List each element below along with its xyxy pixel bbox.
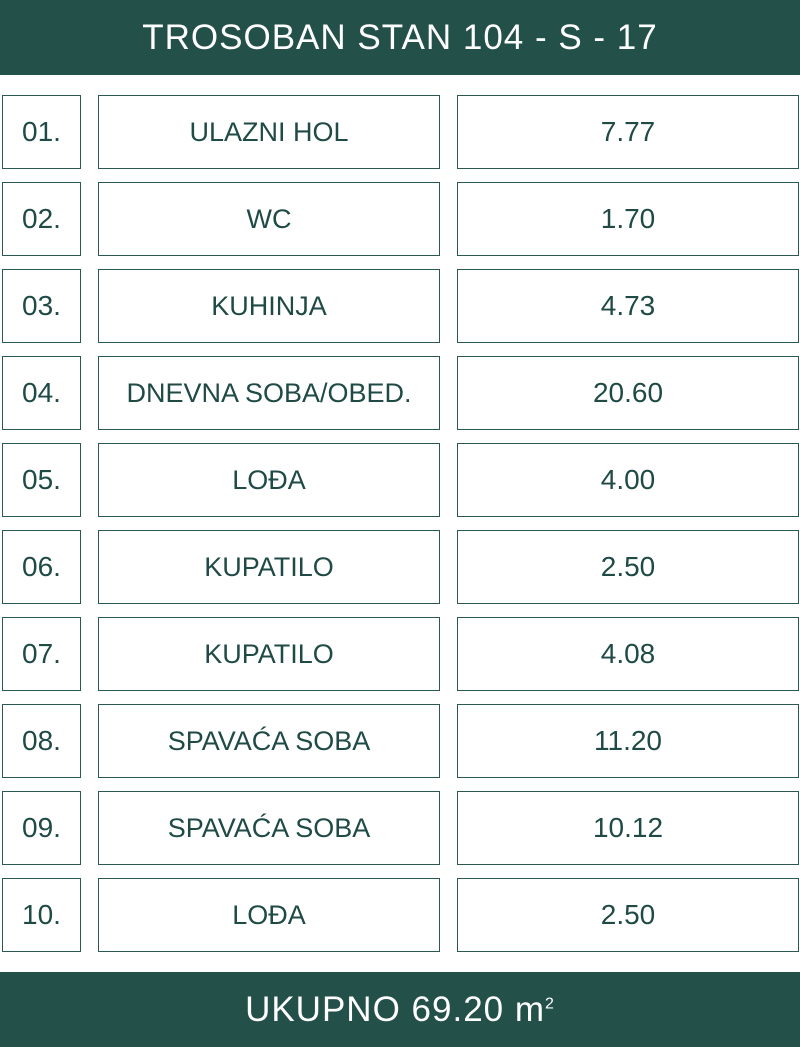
room-row xyxy=(0,356,800,432)
room-number: 09. xyxy=(2,791,81,865)
room-number: 10. xyxy=(2,878,81,952)
room-name: LOĐA xyxy=(98,443,440,517)
apartment-title: TROSOBAN STAN 104 - S - 17 xyxy=(142,17,658,57)
room-number: 03. xyxy=(2,269,81,343)
room-row xyxy=(0,878,800,954)
room-number: 04. xyxy=(2,356,81,430)
unit-label: m xyxy=(514,989,546,1029)
room-name: KUPATILO xyxy=(98,530,440,604)
room-name: DNEVNA SOBA/OBED. xyxy=(98,356,440,430)
room-name: SPAVAĆA SOBA xyxy=(98,704,440,778)
room-list xyxy=(0,95,800,965)
room-row xyxy=(0,704,800,780)
total-area-banner xyxy=(0,972,800,1047)
room-area: 11.20 xyxy=(457,704,799,778)
room-name: KUHINJA xyxy=(98,269,440,343)
room-number: 05. xyxy=(2,443,81,517)
room-row xyxy=(0,791,800,867)
room-area: 4.00 xyxy=(457,443,799,517)
total-value: 69.20 xyxy=(411,989,505,1029)
room-name: KUPATILO xyxy=(98,617,440,691)
room-name: WC xyxy=(98,182,440,256)
room-area: 2.50 xyxy=(457,530,799,604)
total-label: UKUPNO xyxy=(245,989,401,1029)
room-row xyxy=(0,182,800,258)
room-row xyxy=(0,269,800,345)
room-area: 20.60 xyxy=(457,356,799,430)
room-row xyxy=(0,530,800,606)
room-name: SPAVAĆA SOBA xyxy=(98,791,440,865)
room-number: 06. xyxy=(2,530,81,604)
room-area: 4.73 xyxy=(457,269,799,343)
room-row xyxy=(0,95,800,171)
room-number: 01. xyxy=(2,95,81,169)
room-name: ULAZNI HOL xyxy=(98,95,440,169)
room-number: 08. xyxy=(2,704,81,778)
room-area: 2.50 xyxy=(457,878,799,952)
room-number: 07. xyxy=(2,617,81,691)
room-number: 02. xyxy=(2,182,81,256)
room-area: 1.70 xyxy=(457,182,799,256)
unit-exponent: 2 xyxy=(545,994,555,1012)
room-row xyxy=(0,617,800,693)
room-name: LOĐA xyxy=(98,878,440,952)
room-row xyxy=(0,443,800,519)
room-area: 10.12 xyxy=(457,791,799,865)
page-title xyxy=(0,0,800,75)
total-unit xyxy=(515,990,555,1030)
room-area: 4.08 xyxy=(457,617,799,691)
room-area: 7.77 xyxy=(457,95,799,169)
